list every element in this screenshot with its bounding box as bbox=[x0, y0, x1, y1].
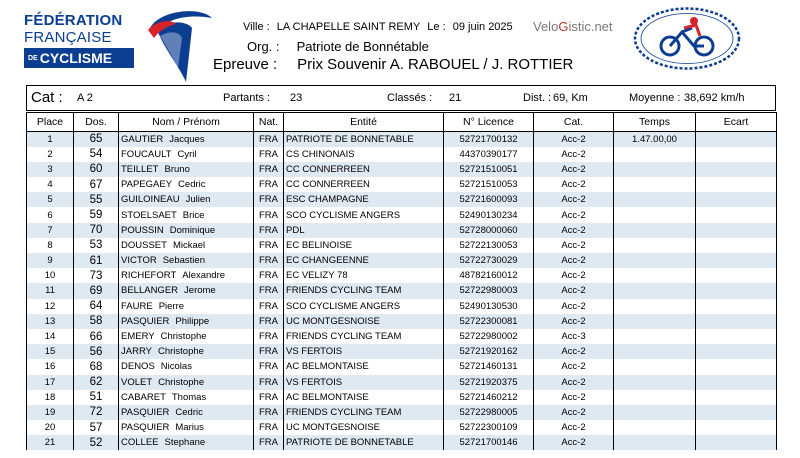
cell-entite: PATRIOTE DE BONNETABLE bbox=[284, 132, 444, 147]
cell-place: 15 bbox=[27, 344, 74, 359]
cell-dos: 51 bbox=[74, 390, 119, 405]
col-licence: N° Licence bbox=[444, 113, 534, 132]
cell-place: 1 bbox=[27, 132, 74, 147]
cell-entite: CS CHINONAIS bbox=[284, 147, 444, 162]
site-part-b: G bbox=[558, 19, 569, 34]
col-nat: Nat. bbox=[254, 113, 284, 132]
cell-entite: UC MONTGESNOISE bbox=[284, 314, 444, 329]
cell-cat: Acc-2 bbox=[534, 390, 614, 405]
cell-nom-prenom bbox=[119, 223, 254, 238]
cell-place: 6 bbox=[27, 207, 74, 222]
cell-nat: FRA bbox=[254, 329, 284, 344]
rider-prenom: Christophe bbox=[157, 346, 204, 358]
cell-nat: FRA bbox=[254, 253, 284, 268]
cell-cat: Acc-2 bbox=[534, 344, 614, 359]
cell-licence: 52490130530 bbox=[444, 299, 534, 314]
table-header-row bbox=[27, 113, 777, 132]
cell-ecart bbox=[696, 329, 777, 344]
cell-temps bbox=[614, 329, 696, 344]
rider-nom: EMERY bbox=[121, 331, 155, 343]
rider-prenom: Christophe bbox=[158, 376, 205, 388]
cell-nat: FRA bbox=[254, 359, 284, 374]
cell-dos: 70 bbox=[74, 223, 119, 238]
cell-place: 4 bbox=[27, 177, 74, 192]
cell-nom-prenom bbox=[119, 177, 254, 192]
cell-temps bbox=[614, 147, 696, 162]
cell-ecart bbox=[696, 420, 777, 435]
cell-ecart bbox=[696, 405, 777, 420]
cell-nom-prenom bbox=[119, 359, 254, 374]
rider-prenom: Dominique bbox=[169, 224, 216, 236]
cell-cat: Acc-2 bbox=[534, 192, 614, 207]
cell-entite: EC VELIZY 78 bbox=[284, 268, 444, 283]
cell-temps: 1.47.00,00 bbox=[614, 132, 696, 147]
velogistic-link[interactable] bbox=[533, 19, 613, 34]
cell-entite: AC BELMONTAISE bbox=[284, 390, 444, 405]
rider-nom: GUILOINEAU bbox=[121, 194, 180, 206]
logo-line-2: FRANÇAISE bbox=[24, 29, 112, 46]
col-entite: Entité bbox=[284, 113, 444, 132]
org-line bbox=[247, 39, 429, 54]
cell-entite: SCO CYCLISME ANGERS bbox=[284, 207, 444, 222]
cell-ecart bbox=[696, 435, 777, 450]
cell-nom-prenom bbox=[119, 435, 254, 450]
cell-licence: 52722130053 bbox=[444, 238, 534, 253]
logo-line-1: FÉDÉRATION bbox=[24, 12, 123, 29]
table-row bbox=[27, 283, 777, 298]
col-temps: Temps bbox=[614, 113, 696, 132]
cell-temps bbox=[614, 299, 696, 314]
cell-nat: FRA bbox=[254, 435, 284, 450]
cell-ecart bbox=[696, 390, 777, 405]
cell-ecart bbox=[696, 344, 777, 359]
cyclist-badge-icon bbox=[632, 6, 742, 71]
cell-place: 17 bbox=[27, 375, 74, 390]
rider-nom: TEILLET bbox=[121, 163, 159, 175]
rider-prenom: Pierre bbox=[158, 300, 185, 312]
cell-nat: FRA bbox=[254, 420, 284, 435]
cell-temps bbox=[614, 405, 696, 420]
rider-nom: DENOS bbox=[121, 361, 155, 373]
cell-entite: PDL bbox=[284, 223, 444, 238]
cell-licence: 52721920162 bbox=[444, 344, 534, 359]
cell-nom-prenom bbox=[119, 283, 254, 298]
cell-ecart bbox=[696, 283, 777, 298]
cell-place: 5 bbox=[27, 192, 74, 207]
cell-nom-prenom bbox=[119, 344, 254, 359]
table-row bbox=[27, 375, 777, 390]
cell-nat: FRA bbox=[254, 375, 284, 390]
cell-ecart bbox=[696, 253, 777, 268]
cell-place: 10 bbox=[27, 268, 74, 283]
race-info-bar bbox=[26, 85, 776, 111]
cell-dos: 62 bbox=[74, 375, 119, 390]
cell-place: 3 bbox=[27, 162, 74, 177]
classes-label: Classés : bbox=[387, 92, 433, 104]
results-table bbox=[26, 112, 777, 450]
site-part-c: istic.net bbox=[568, 19, 613, 34]
rider-nom: PAPEGAEY bbox=[121, 179, 173, 191]
cell-cat: Acc-2 bbox=[534, 238, 614, 253]
cell-dos: 73 bbox=[74, 268, 119, 283]
rider-prenom: Sebastien bbox=[162, 255, 205, 267]
cell-ecart bbox=[696, 359, 777, 374]
cell-place: 9 bbox=[27, 253, 74, 268]
cell-cat: Acc-2 bbox=[534, 375, 614, 390]
cell-nom-prenom bbox=[119, 329, 254, 344]
cell-cat: Acc-2 bbox=[534, 435, 614, 450]
cell-cat: Acc-2 bbox=[534, 268, 614, 283]
table-row bbox=[27, 207, 777, 222]
cell-nat: FRA bbox=[254, 147, 284, 162]
cell-licence: 52721700146 bbox=[444, 435, 534, 450]
rider-prenom: Christophe bbox=[160, 331, 207, 343]
rider-nom: CABARET bbox=[121, 391, 166, 403]
cell-dos: 64 bbox=[74, 299, 119, 314]
cell-licence: 52721920375 bbox=[444, 375, 534, 390]
dist-value: 69, Km bbox=[553, 92, 588, 104]
cell-temps bbox=[614, 283, 696, 298]
rider-nom: BELLANGER bbox=[121, 285, 179, 297]
cell-cat: Acc-2 bbox=[534, 177, 614, 192]
cell-nat: FRA bbox=[254, 207, 284, 222]
cell-place: 21 bbox=[27, 435, 74, 450]
cell-ecart bbox=[696, 299, 777, 314]
cell-entite: AC BELMONTAISE bbox=[284, 359, 444, 374]
cell-dos: 55 bbox=[74, 192, 119, 207]
cell-ecart bbox=[696, 375, 777, 390]
cell-licence: 52721460131 bbox=[444, 359, 534, 374]
cell-cat: Acc-2 bbox=[534, 299, 614, 314]
rider-nom: FOUCAULT bbox=[121, 148, 172, 160]
cell-nat: FRA bbox=[254, 405, 284, 420]
cell-place: 18 bbox=[27, 390, 74, 405]
cell-licence: 52722300081 bbox=[444, 314, 534, 329]
table-row bbox=[27, 177, 777, 192]
cell-cat: Acc-3 bbox=[534, 329, 614, 344]
cell-dos: 58 bbox=[74, 314, 119, 329]
cell-nom-prenom bbox=[119, 375, 254, 390]
cell-temps bbox=[614, 223, 696, 238]
cell-entite: PATRIOTE DE BONNETABLE bbox=[284, 435, 444, 450]
cell-dos: 52 bbox=[74, 435, 119, 450]
cell-place: 7 bbox=[27, 223, 74, 238]
cell-dos: 68 bbox=[74, 359, 119, 374]
rider-nom: RICHEFORT bbox=[121, 270, 177, 282]
cell-place: 8 bbox=[27, 238, 74, 253]
cell-cat: Acc-2 bbox=[534, 223, 614, 238]
cell-cat: Acc-2 bbox=[534, 162, 614, 177]
cell-place: 2 bbox=[27, 147, 74, 162]
cell-nom-prenom bbox=[119, 299, 254, 314]
cell-nom-prenom bbox=[119, 420, 254, 435]
cell-dos: 53 bbox=[74, 238, 119, 253]
cell-ecart bbox=[696, 238, 777, 253]
rider-prenom: Bruno bbox=[164, 163, 190, 175]
table-row bbox=[27, 132, 777, 147]
cell-dos: 67 bbox=[74, 177, 119, 192]
cat-value: A 2 bbox=[77, 92, 93, 104]
cell-entite: UC MONTGESNOISE bbox=[284, 420, 444, 435]
cell-dos: 69 bbox=[74, 283, 119, 298]
cell-place: 19 bbox=[27, 405, 74, 420]
cell-nom-prenom bbox=[119, 147, 254, 162]
cell-entite: VS FERTOIS bbox=[284, 344, 444, 359]
rider-nom: PASQUIER bbox=[121, 315, 170, 327]
classes-value: 21 bbox=[449, 92, 462, 104]
ville-value: LA CHAPELLE SAINT REMY bbox=[276, 21, 421, 33]
cell-temps bbox=[614, 359, 696, 374]
rider-nom: VOLET bbox=[121, 376, 153, 388]
epreuve-label: Epreuve : bbox=[213, 56, 278, 73]
cell-ecart bbox=[696, 207, 777, 222]
ffc-logo bbox=[24, 8, 194, 78]
table-row bbox=[27, 405, 777, 420]
cell-licence: 52722980005 bbox=[444, 405, 534, 420]
cat-label: Cat : bbox=[31, 89, 63, 106]
cell-cat: Acc-2 bbox=[534, 359, 614, 374]
cell-nom-prenom bbox=[119, 405, 254, 420]
date-value: 09 juin 2025 bbox=[452, 21, 513, 33]
cell-nat: FRA bbox=[254, 192, 284, 207]
table-row bbox=[27, 435, 777, 450]
dist-label: Dist. : bbox=[523, 92, 552, 104]
cell-licence: 52490130234 bbox=[444, 207, 534, 222]
rider-nom: GAUTIER bbox=[121, 133, 164, 145]
logo-line-3 bbox=[24, 48, 134, 68]
cell-entite: VS FERTOIS bbox=[284, 375, 444, 390]
col-place: Place bbox=[27, 113, 74, 132]
cell-cat: Acc-2 bbox=[534, 405, 614, 420]
date-label: Le : bbox=[427, 21, 446, 33]
cell-dos: 66 bbox=[74, 329, 119, 344]
rider-nom: DOUSSET bbox=[121, 239, 167, 251]
cell-temps bbox=[614, 420, 696, 435]
cell-nom-prenom bbox=[119, 192, 254, 207]
moyenne-value: 38,692 km/h bbox=[684, 92, 745, 104]
cell-cat: Acc-2 bbox=[534, 314, 614, 329]
cell-cat: Acc-2 bbox=[534, 253, 614, 268]
cell-nat: FRA bbox=[254, 390, 284, 405]
rider-prenom: Cyril bbox=[177, 148, 197, 160]
ville-line bbox=[243, 21, 517, 33]
cell-place: 13 bbox=[27, 314, 74, 329]
cell-place: 20 bbox=[27, 420, 74, 435]
cell-licence: 52728000060 bbox=[444, 223, 534, 238]
site-part-a: Velo bbox=[533, 19, 559, 34]
cell-temps bbox=[614, 375, 696, 390]
ville-label: Ville : bbox=[243, 21, 270, 33]
col-cat: Cat. bbox=[534, 113, 614, 132]
rider-nom: VICTOR bbox=[121, 255, 157, 267]
table-row bbox=[27, 223, 777, 238]
cell-entite: FRIENDS CYCLING TEAM bbox=[284, 283, 444, 298]
rider-nom: FAURE bbox=[121, 300, 153, 312]
cell-nat: FRA bbox=[254, 344, 284, 359]
cell-entite: EC CHANGEENNE bbox=[284, 253, 444, 268]
cell-temps bbox=[614, 390, 696, 405]
cell-temps bbox=[614, 238, 696, 253]
cell-licence: 44370390177 bbox=[444, 147, 534, 162]
cell-cat: Acc-2 bbox=[534, 147, 614, 162]
table-row bbox=[27, 162, 777, 177]
cell-nat: FRA bbox=[254, 162, 284, 177]
cell-licence: 52721600093 bbox=[444, 192, 534, 207]
cell-dos: 60 bbox=[74, 162, 119, 177]
cell-temps bbox=[614, 344, 696, 359]
org-value: Patriote de Bonnétable bbox=[296, 39, 429, 54]
cell-place: 16 bbox=[27, 359, 74, 374]
cell-temps bbox=[614, 207, 696, 222]
table-row bbox=[27, 329, 777, 344]
rider-prenom: Nicolas bbox=[160, 361, 192, 373]
col-dos: Dos. bbox=[74, 113, 119, 132]
rider-nom: PASQUIER bbox=[121, 406, 170, 418]
rider-nom: POUSSIN bbox=[121, 224, 164, 236]
cell-licence: 52721510051 bbox=[444, 162, 534, 177]
cell-ecart bbox=[696, 177, 777, 192]
cell-nat: FRA bbox=[254, 223, 284, 238]
cell-licence: 52721700132 bbox=[444, 132, 534, 147]
cell-temps bbox=[614, 177, 696, 192]
rider-prenom: Cedric bbox=[175, 406, 203, 418]
cell-ecart bbox=[696, 162, 777, 177]
rider-prenom: Alexandre bbox=[182, 270, 226, 282]
rider-nom: PASQUIER bbox=[121, 422, 170, 434]
rider-prenom: Julien bbox=[185, 194, 211, 206]
cell-ecart bbox=[696, 314, 777, 329]
cell-nat: FRA bbox=[254, 177, 284, 192]
cell-nat: FRA bbox=[254, 283, 284, 298]
cell-dos: 61 bbox=[74, 253, 119, 268]
cell-temps bbox=[614, 253, 696, 268]
cell-nom-prenom bbox=[119, 207, 254, 222]
cell-entite: ESC CHAMPAGNE bbox=[284, 192, 444, 207]
table-row bbox=[27, 253, 777, 268]
cell-ecart bbox=[696, 192, 777, 207]
col-ecart: Ecart bbox=[696, 113, 777, 132]
moyenne-label: Moyenne : bbox=[629, 92, 681, 104]
rider-prenom: Brice bbox=[182, 209, 205, 221]
rider-nom: COLLEE bbox=[121, 437, 159, 449]
cell-entite: FRIENDS CYCLING TEAM bbox=[284, 329, 444, 344]
cell-place: 12 bbox=[27, 299, 74, 314]
rider-prenom: Cedric bbox=[178, 179, 206, 191]
cell-entite: EC BELINOISE bbox=[284, 238, 444, 253]
cell-entite: CC CONNERREEN bbox=[284, 162, 444, 177]
cell-nat: FRA bbox=[254, 132, 284, 147]
col-nom: Nom / Prénom bbox=[119, 113, 254, 132]
cell-nom-prenom bbox=[119, 253, 254, 268]
table-row bbox=[27, 299, 777, 314]
cell-ecart bbox=[696, 132, 777, 147]
cell-entite: CC CONNERREEN bbox=[284, 177, 444, 192]
cell-place: 11 bbox=[27, 283, 74, 298]
cell-cat: Acc-2 bbox=[534, 420, 614, 435]
cell-ecart bbox=[696, 223, 777, 238]
epreuve-line bbox=[213, 56, 573, 73]
cell-licence: 52722980002 bbox=[444, 329, 534, 344]
rider-prenom: Thomas bbox=[171, 391, 207, 403]
cell-nom-prenom bbox=[119, 314, 254, 329]
cell-entite: FRIENDS CYCLING TEAM bbox=[284, 405, 444, 420]
cell-nat: FRA bbox=[254, 268, 284, 283]
cell-cat: Acc-2 bbox=[534, 132, 614, 147]
cell-licence: 52722980003 bbox=[444, 283, 534, 298]
cell-licence: 48782160012 bbox=[444, 268, 534, 283]
cell-licence: 52722730029 bbox=[444, 253, 534, 268]
table-row bbox=[27, 359, 777, 374]
cell-nom-prenom bbox=[119, 162, 254, 177]
partants-value: 23 bbox=[290, 92, 303, 104]
rider-prenom: Stephane bbox=[164, 437, 206, 449]
cell-dos: 56 bbox=[74, 344, 119, 359]
table-row bbox=[27, 238, 777, 253]
cell-dos: 59 bbox=[74, 207, 119, 222]
cell-licence: 52721510053 bbox=[444, 177, 534, 192]
cell-nat: FRA bbox=[254, 314, 284, 329]
cell-temps bbox=[614, 192, 696, 207]
epreuve-value: Prix Souvenir A. RABOUEL / J. ROTTIER bbox=[297, 56, 574, 73]
cell-temps bbox=[614, 314, 696, 329]
table-row bbox=[27, 268, 777, 283]
cell-nom-prenom bbox=[119, 238, 254, 253]
rider-prenom: Marius bbox=[175, 422, 204, 434]
rider-prenom: Mickael bbox=[172, 239, 206, 251]
partants-label: Partants : bbox=[223, 92, 271, 104]
table-row bbox=[27, 344, 777, 359]
cell-ecart bbox=[696, 268, 777, 283]
cell-nat: FRA bbox=[254, 238, 284, 253]
cell-nom-prenom bbox=[119, 268, 254, 283]
cell-entite: SCO CYCLISME ANGERS bbox=[284, 299, 444, 314]
table-row bbox=[27, 192, 777, 207]
table-row bbox=[27, 147, 777, 162]
ffc-swoosh-icon bbox=[120, 8, 220, 86]
rider-prenom: Jacques bbox=[169, 133, 205, 145]
rider-prenom: Philippe bbox=[175, 315, 210, 327]
table-row bbox=[27, 420, 777, 435]
cell-nat: FRA bbox=[254, 299, 284, 314]
cell-licence: 52721460212 bbox=[444, 390, 534, 405]
table-row bbox=[27, 390, 777, 405]
logo-line-3-prefix: DE bbox=[28, 55, 38, 63]
rider-nom: STOELSAET bbox=[121, 209, 177, 221]
cell-place: 14 bbox=[27, 329, 74, 344]
cell-nom-prenom bbox=[119, 132, 254, 147]
cell-cat: Acc-2 bbox=[534, 207, 614, 222]
table-row bbox=[27, 314, 777, 329]
cell-licence: 52722300109 bbox=[444, 420, 534, 435]
cell-nom-prenom bbox=[119, 390, 254, 405]
org-label: Org. : bbox=[247, 39, 280, 54]
rider-prenom: Jerome bbox=[184, 285, 216, 297]
cell-temps bbox=[614, 435, 696, 450]
cell-dos: 65 bbox=[74, 132, 119, 147]
cell-dos: 57 bbox=[74, 420, 119, 435]
cell-temps bbox=[614, 268, 696, 283]
logo-line-3-text: CYCLISME bbox=[39, 50, 113, 66]
cell-ecart bbox=[696, 147, 777, 162]
cell-cat: Acc-2 bbox=[534, 283, 614, 298]
cell-temps bbox=[614, 162, 696, 177]
results-body bbox=[27, 132, 777, 451]
cell-dos: 54 bbox=[74, 147, 119, 162]
cell-dos: 72 bbox=[74, 405, 119, 420]
rider-nom: JARRY bbox=[121, 346, 152, 358]
